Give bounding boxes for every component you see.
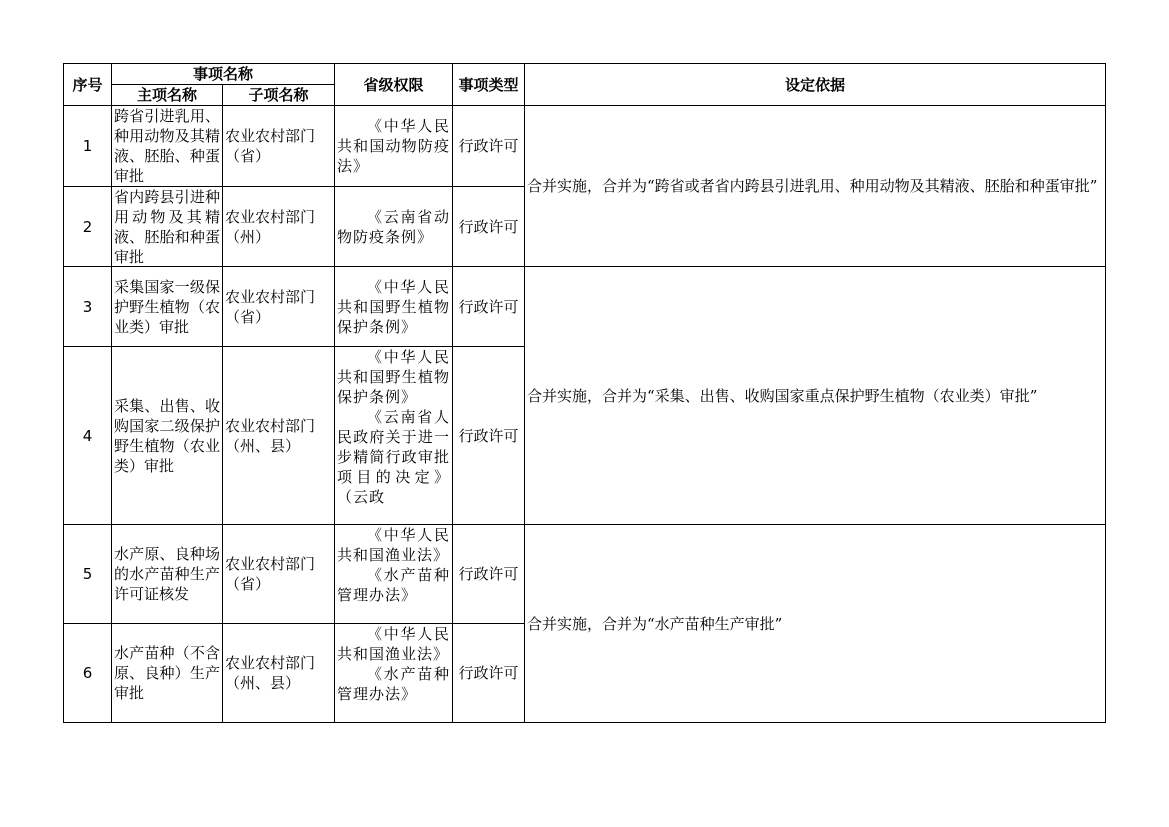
- row-seq: 5: [64, 525, 112, 624]
- row-type: 行政许可: [453, 525, 525, 624]
- law-text: 《中华人民共和国野生植物保护条例》: [337, 277, 451, 336]
- row-legal-source: [335, 347, 453, 525]
- row-main-item: [112, 106, 223, 187]
- law-text: 《中华人民共和国渔业法》: [337, 526, 451, 564]
- row-main-item: [112, 267, 223, 347]
- row-authority: 农业农村部门（州、县）: [223, 347, 335, 525]
- row-main-item: [112, 525, 223, 624]
- law-text: 《水产苗种管理办法》: [337, 665, 451, 703]
- main-item-text: 水产原、良种场的水产苗种生产许可证核发: [114, 545, 220, 603]
- header-authority: 省级权限: [335, 64, 453, 106]
- header-basis: 设定依据: [525, 64, 1106, 106]
- row-seq: 1: [64, 106, 112, 187]
- row-type: 行政许可: [453, 624, 525, 723]
- row-authority: 农业农村部门（省）: [223, 267, 335, 347]
- row-legal-source: [335, 624, 453, 723]
- row-basis: 合并实施，合并为“跨省或者省内跨县引进乳用、种用动物及其精液、胚胎和种蛋审批”: [525, 106, 1106, 267]
- row-basis: 合并实施，合并为“采集、出售、收购国家重点保护野生植物（农业类）审批”: [525, 267, 1106, 525]
- row-legal-source: [335, 525, 453, 624]
- row-legal-source: [335, 187, 453, 267]
- header-type: 事项类型: [453, 64, 525, 106]
- table-row: [64, 525, 1106, 624]
- row-type: 行政许可: [453, 347, 525, 525]
- law-text: 《水产苗种管理办法》: [337, 566, 451, 604]
- row-main-item: [112, 624, 223, 723]
- row-authority: 农业农村部门（省）: [223, 106, 335, 187]
- approval-items-table: [63, 63, 1106, 723]
- row-type: 行政许可: [453, 106, 525, 187]
- table-row: [64, 267, 1106, 347]
- row-seq: 3: [64, 267, 112, 347]
- table-row: [64, 106, 1106, 187]
- row-main-item: [112, 187, 223, 267]
- main-item-text: 省内跨县引进种用动物及其精液、胚胎和种蛋审批: [114, 188, 220, 266]
- law-text: 《中华人民共和国野生植物保护条例》: [337, 348, 451, 406]
- main-item-text: 跨省引进乳用、种用动物及其精液、胚胎、种蛋审批: [114, 107, 220, 185]
- row-seq: 6: [64, 624, 112, 723]
- row-legal-source: [335, 267, 453, 347]
- main-item-text: 采集国家一级保护野生植物（农业类）审批: [114, 277, 220, 336]
- header-main-item: 主项名称: [112, 85, 223, 106]
- law-text: 《中华人民共和国渔业法》: [337, 625, 451, 663]
- row-type: 行政许可: [453, 187, 525, 267]
- row-authority: 农业农村部门（省）: [223, 525, 335, 624]
- main-item-text: 采集、出售、收购国家二级保护野生植物（农业类）审批: [114, 396, 220, 475]
- row-seq: 4: [64, 347, 112, 525]
- row-seq: 2: [64, 187, 112, 267]
- header-seq: 序号: [64, 64, 112, 106]
- row-main-item: [112, 347, 223, 525]
- law-text: 《云南省动物防疫条例》: [337, 207, 451, 246]
- row-basis: 合并实施，合并为“水产苗种生产审批”: [525, 525, 1106, 723]
- main-item-text: 水产苗种（不含原、良种）生产审批: [114, 644, 220, 702]
- header-item-name: 事项名称: [112, 64, 335, 85]
- row-type: 行政许可: [453, 267, 525, 347]
- row-authority: 农业农村部门（州）: [223, 187, 335, 267]
- header-sub-item: 子项名称: [223, 85, 335, 106]
- row-legal-source: [335, 106, 453, 187]
- row-authority: 农业农村部门（州、县）: [223, 624, 335, 723]
- law-text: 《云南省人民政府关于进一步精简行政审批项目的决定》（云政: [337, 408, 451, 506]
- law-text: 《中华人民共和国动物防疫法》: [337, 117, 451, 175]
